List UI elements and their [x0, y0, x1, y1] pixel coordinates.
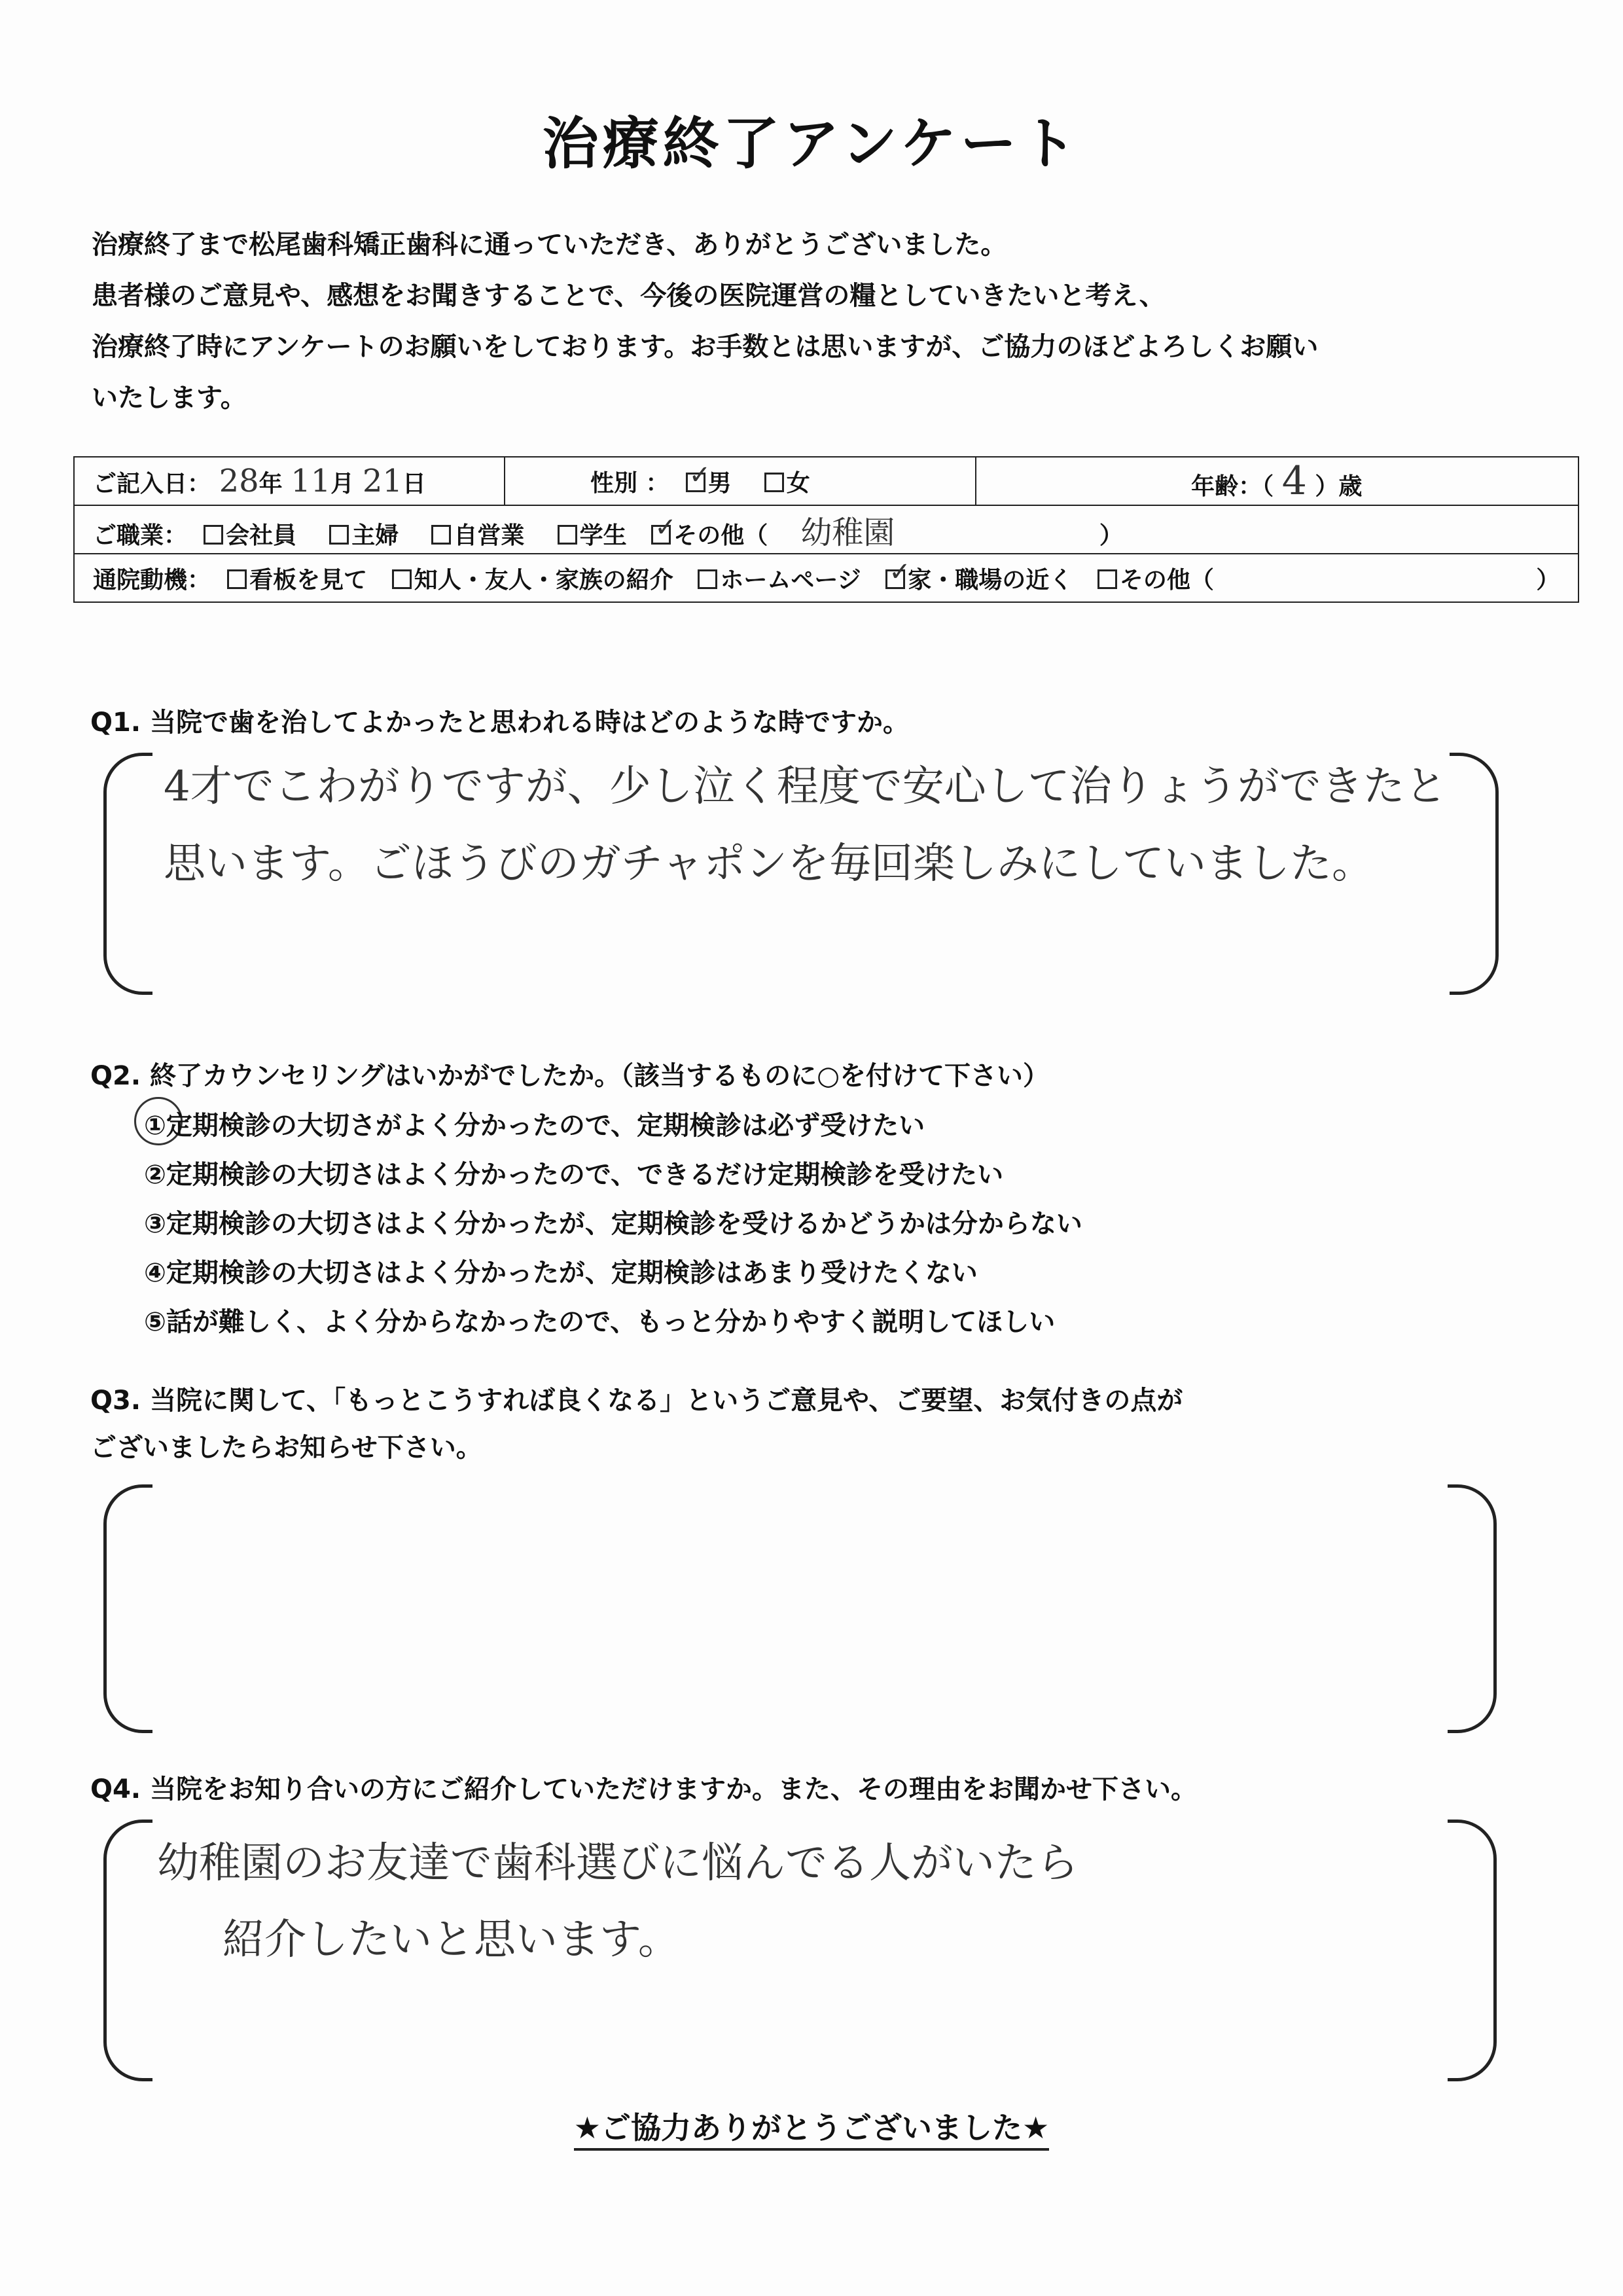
q1-label: Q1. 当院で歯を治してよかったと思われる時はどのような時ですか。 — [90, 708, 909, 738]
q2-label: Q2. 終了カウンセリングはいかがでしたか。（該当するものに○を付けて下さい） — [90, 1061, 1050, 1091]
motive-checkbox[interactable] — [392, 569, 412, 589]
q3-bracket-right — [1448, 1484, 1497, 1733]
gender-male-label: 男 — [707, 469, 732, 497]
gender-field — [505, 457, 976, 505]
year-label: 年 — [259, 471, 283, 497]
intro-line: いたします。 — [92, 383, 247, 413]
q4-bracket-left — [103, 1820, 152, 2081]
motive-field — [74, 554, 1578, 602]
motive-checkbox-checked[interactable] — [885, 569, 905, 589]
motive-option: その他（ — [1119, 566, 1214, 594]
footer-text: ★ご協力ありがとうございました★ — [574, 2110, 1049, 2151]
date-day-value: 21 — [362, 463, 402, 499]
date-field[interactable] — [74, 457, 505, 505]
motive-option: ホームページ — [720, 566, 861, 594]
occupation-close-paren: ） — [1099, 522, 1123, 549]
age-label: 年齢：（ — [1191, 473, 1274, 500]
motive-checkbox[interactable] — [698, 569, 717, 589]
intro-line: 治療終了まで松尾歯科矯正歯科に通っていただき、ありがとうございました。 — [92, 230, 1007, 260]
gender-label: 性別 ： — [590, 469, 669, 497]
occupation-label: ご職業： — [93, 522, 188, 549]
motive-checkbox[interactable] — [227, 569, 247, 589]
intro-line: 患者様のご意見や、感想をお聞きすることで、今後の医院運営の糧としていきたいと考え、 — [92, 281, 1166, 311]
occupation-checkbox[interactable] — [204, 525, 223, 545]
motive-option: 看板を見て — [249, 566, 368, 594]
occupation-other-value[interactable]: 幼稚園 — [800, 514, 895, 551]
q2-option[interactable]: ③定期検診の大切さはよく分かったが、定期検診を受けるかどうかは分からない — [144, 1209, 1082, 1239]
motive-checkbox[interactable] — [1097, 569, 1117, 589]
age-value: 4 — [1281, 458, 1307, 504]
q1-answer-line[interactable]: 思います。ごほうびのガチャポンを毎回楽しみにしていました。 — [164, 840, 1374, 888]
page-title: 治療終了アンケート — [542, 111, 1081, 177]
footer-thanks — [0, 2104, 1623, 2147]
date-month-value: 11 — [291, 463, 331, 499]
q4-answer-line[interactable]: 幼稚園のお友達で歯科選びに悩んでる人がいたら — [157, 1839, 1079, 1888]
patient-info-table — [73, 456, 1579, 603]
date-year-value: 28 — [219, 463, 259, 499]
age-suffix: ）歳 — [1315, 473, 1363, 500]
occupation-other-checkbox[interactable] — [651, 525, 671, 545]
occupation-option: その他（ — [673, 522, 768, 549]
q3-bracket-left — [103, 1484, 152, 1733]
q4-bracket-right — [1448, 1820, 1497, 2081]
occupation-option: 自営業 — [454, 522, 525, 549]
age-field[interactable] — [976, 457, 1578, 505]
q1-bracket-right — [1450, 753, 1499, 995]
motive-close-paren: ） — [1536, 566, 1560, 594]
q2-option[interactable]: ④定期検診の大切さはよく分かったが、定期検診はあまり受けたくない — [144, 1258, 978, 1288]
occupation-option: 会社員 — [226, 522, 297, 549]
intro-line: 治療終了時にアンケートのお願いをしております。お手数とは思いますが、ご協力のほどよろしくお願い — [92, 332, 1319, 362]
occupation-checkbox[interactable] — [431, 525, 451, 545]
day-label: 日 — [402, 471, 426, 497]
q4-label: Q4. 当院をお知り合いの方にご紹介していただけますか。また、その理由をお聞かせ下さい。 — [90, 1774, 1197, 1804]
motive-option: 知人・友人・家族の紹介 — [414, 566, 673, 594]
q1-answer-line[interactable]: 4才でこわがりですが、少し泣く程度で安心して治りょうができたと — [164, 762, 1447, 811]
month-label: 月 — [330, 471, 355, 497]
q2-option[interactable]: ⑤話が難しく、よく分からなかったので、もっと分かりやすく説明してほしい — [144, 1307, 1056, 1337]
q2-option[interactable]: ①定期検診の大切さがよく分かったので、定期検診は必ず受けたい — [144, 1111, 925, 1141]
gender-male-checkbox[interactable] — [686, 473, 705, 492]
occupation-checkbox[interactable] — [329, 525, 349, 545]
gender-female-label: 女 — [786, 469, 810, 497]
q3-answer-area[interactable] — [157, 1499, 1440, 1715]
q4-answer-line[interactable]: 紹介したいと思います。 — [223, 1916, 680, 1964]
occupation-checkbox[interactable] — [558, 525, 577, 545]
occupation-field — [74, 505, 1578, 554]
motive-label: 通院動機： — [93, 566, 211, 594]
q3-label-line1: Q3. 当院に関して、「もっとこうすれば良くなる」というご意見や、ご要望、お気付きの点が — [90, 1386, 1183, 1416]
occupation-option: 主婦 — [351, 522, 399, 549]
occupation-option: 学生 — [579, 522, 627, 549]
q3-label-line2: ございましたらお知らせ下さい。 — [90, 1433, 482, 1463]
gender-female-checkbox[interactable] — [764, 473, 784, 492]
motive-option: 家・職場の近く — [908, 566, 1073, 594]
intro-text — [92, 219, 1564, 423]
q1-bracket-left — [103, 753, 152, 995]
q2-option[interactable]: ②定期検診の大切さはよく分かったので、できるだけ定期検診を受けたい — [144, 1160, 1004, 1190]
date-label: ご記入日： — [93, 471, 211, 497]
